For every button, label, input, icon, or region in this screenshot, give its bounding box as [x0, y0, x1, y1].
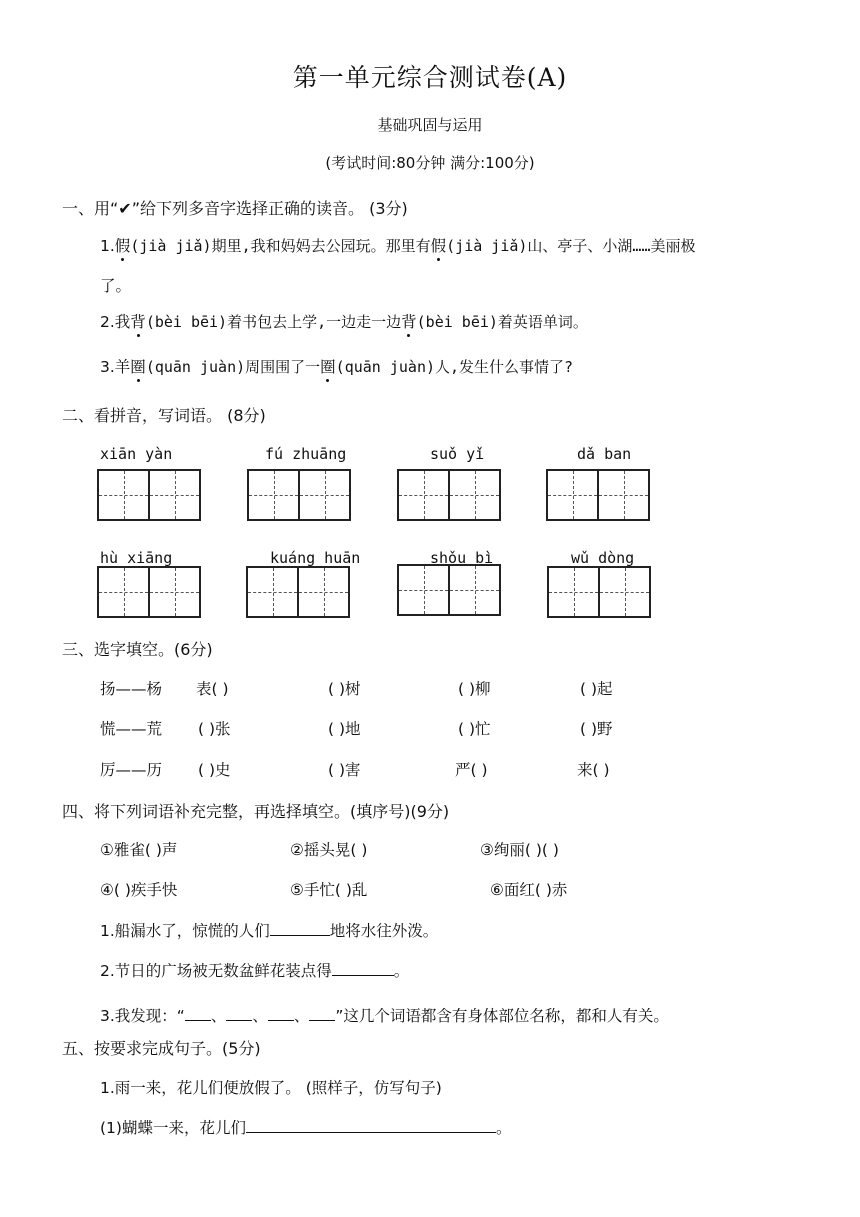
- pinyin-label: kuáng huān: [270, 549, 361, 567]
- s4-word[interactable]: ④( )疾手快: [100, 881, 178, 899]
- answer-blank[interactable]: [268, 1019, 294, 1021]
- s4-word[interactable]: ①雅雀( )声: [100, 841, 178, 859]
- writing-grid[interactable]: [246, 566, 350, 618]
- page-subtitle: 基础巩固与运用: [377, 116, 483, 134]
- s3-blank[interactable]: ( )史: [198, 761, 231, 779]
- s3-blank[interactable]: ( )树: [328, 680, 361, 698]
- s4-word[interactable]: ③绚丽( )( ): [480, 841, 559, 859]
- s3-blank[interactable]: ( )野: [580, 720, 613, 738]
- s4-word[interactable]: ②摇头晃( ): [290, 841, 368, 859]
- s3-blank[interactable]: ( )害: [328, 761, 361, 779]
- s3-pair: 慌——荒: [100, 720, 163, 738]
- writing-grid[interactable]: [397, 564, 501, 616]
- answer-blank[interactable]: [332, 974, 394, 976]
- pinyin-label: suǒ yǐ: [430, 445, 485, 463]
- writing-grid[interactable]: [546, 469, 650, 521]
- answer-blank[interactable]: [226, 1019, 252, 1021]
- s3-blank[interactable]: ( )忙: [458, 720, 491, 738]
- writing-grid[interactable]: [247, 469, 351, 521]
- pinyin-label: hù xiāng: [100, 549, 173, 567]
- answer-blank[interactable]: [185, 1019, 211, 1021]
- s4-question-3: 3.我发现：“ 、 、 、 ”这几个词语都含有身体部位名称，都和人有关。: [100, 1007, 669, 1025]
- s3-blank[interactable]: ( )张: [198, 720, 231, 738]
- s3-blank[interactable]: 表( ): [196, 680, 229, 698]
- s1-question-3: 3.羊圈(quān juàn)周围围了一圈(quān juàn)人,发生什么事情了?: [100, 355, 573, 377]
- s3-blank[interactable]: ( )柳: [458, 680, 491, 698]
- s4-question-2: 2.节日的广场被无数盆鲜花装点得 。: [100, 962, 410, 980]
- writing-grid[interactable]: [547, 566, 651, 618]
- pinyin-label: wǔ dòng: [571, 549, 635, 567]
- section-1-heading: 一、用“✔”给下列多音字选择正确的读音。 (3分): [62, 199, 408, 218]
- answer-blank[interactable]: [270, 934, 330, 936]
- section-5-heading: 五、按要求完成句子。(5分): [62, 1039, 261, 1058]
- page-title: 第一单元综合测试卷(A): [292, 63, 568, 92]
- s3-blank[interactable]: ( )起: [580, 680, 613, 698]
- answer-blank[interactable]: [309, 1019, 335, 1021]
- s3-blank[interactable]: 严( ): [455, 761, 488, 779]
- exam-info: (考试时间:80分钟 满分:100分): [325, 154, 535, 172]
- writing-grid[interactable]: [397, 469, 501, 521]
- s3-pair: 厉——历: [100, 761, 163, 779]
- s5-question-1: 1.雨一来，花儿们便放假了。 (照样子，仿写句子): [100, 1079, 442, 1097]
- s3-pair: 扬——杨: [100, 680, 163, 698]
- s3-blank[interactable]: ( )地: [328, 720, 361, 738]
- s5-question-1-1: (1)蝴蝶一来，花儿们 。: [100, 1119, 512, 1137]
- pinyin-label: dǎ ban: [577, 445, 632, 463]
- pinyin-label: xiān yàn: [100, 445, 173, 463]
- s1-question-1: 1.假(jià jiǎ)期里,我和妈妈去公园玩。那里有假(jià jiǎ)山、亭子、小湖……美丽极: [100, 234, 695, 256]
- section-3-heading: 三、选字填空。(6分): [62, 640, 213, 659]
- s4-word[interactable]: ⑥面红( )赤: [490, 881, 568, 899]
- s3-blank[interactable]: 来( ): [577, 761, 610, 779]
- s1-question-1-cont: 了。: [100, 277, 132, 295]
- pinyin-label: shǒu bì: [430, 549, 494, 567]
- pinyin-label: fú zhuāng: [265, 445, 347, 463]
- section-2-heading: 二、看拼音，写词语。 (8分): [62, 406, 266, 425]
- s1-question-2: 2.我背(bèi bēi)着书包去上学,一边走一边背(bèi bēi)着英语单词。: [100, 310, 588, 332]
- s4-question-1: 1.船漏水了，惊慌的人们 地将水往外泼。: [100, 922, 439, 940]
- s4-word[interactable]: ⑤手忙( )乱: [290, 881, 368, 899]
- answer-blank[interactable]: [246, 1131, 496, 1133]
- writing-grid[interactable]: [97, 469, 201, 521]
- section-4-heading: 四、将下列词语补充完整，再选择填空。(填序号)(9分): [62, 802, 450, 821]
- writing-grid[interactable]: [97, 566, 201, 618]
